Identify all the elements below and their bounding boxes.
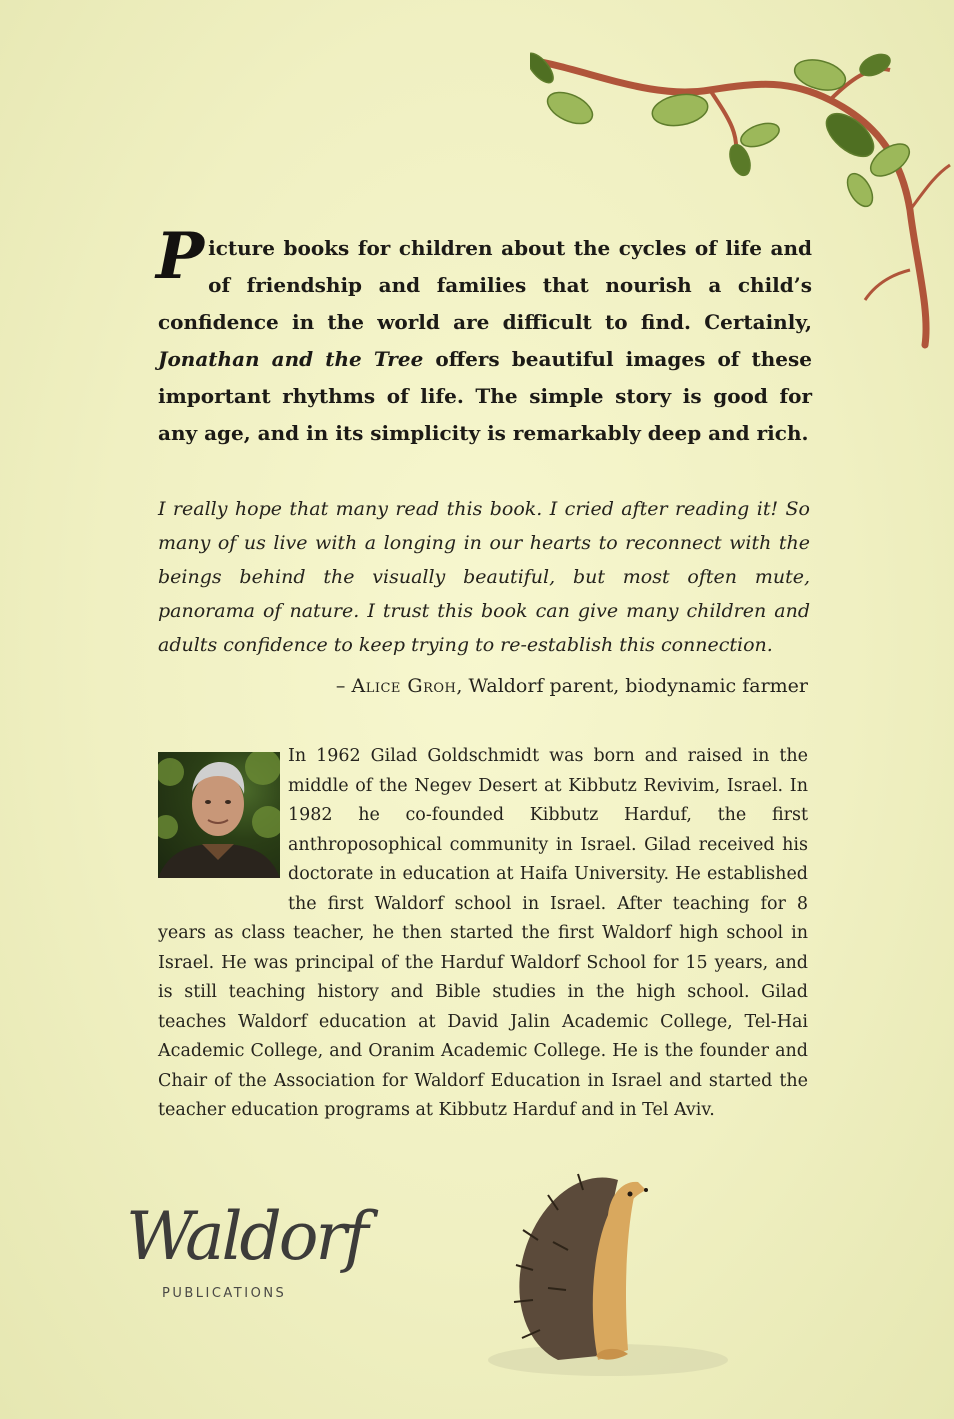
attribution-name: Alice Groh <box>351 675 457 697</box>
intro-text: icture books for children about the cycles of life and of friendship and families that nourish a child’s confidence in the world are difficult to find. Certainly, <box>158 236 812 334</box>
drop-cap: P <box>156 219 205 294</box>
hedgehog-illustration <box>478 1160 778 1380</box>
intro-text-end: offers beautiful images of these important rhythms of life. The simple story is good for any age, and in its simplicity is remarkably deep and rich. <box>158 347 812 445</box>
logo-wordmark: Waldorf <box>126 1198 366 1275</box>
attribution-dash: – <box>335 675 352 697</box>
book-title: Jonathan and the Tree <box>158 347 424 371</box>
intro-paragraph <box>156 219 812 452</box>
testimonial-quote: I really hope that many read this book. I cried after reading it! So many of us live with a longing in our hearts to reconnect with the beings behind the visually beautiful, but most often mute, panorama of nature. I trust this book can give many children and adults confidence to keep trying to re-establish this connection. <box>158 498 810 656</box>
logo-subtitle: PUBLICATIONS <box>162 1286 287 1301</box>
author-bio-text: In 1962 Gilad Goldschmidt was born and raised in the middle of the Negev Desert at Kibbutz Revivim, Israel. In 1982 he co-founded Kibbutz Harduf, the first anthroposophical community in Israel. Gilad received his doctorate in education at Haifa University. He established the first Waldorf school in Israel. After teaching for 8 years as class teacher, he then started the first Waldorf high school in Israel. He was principal of the Harduf Waldorf School for 15 years, and is still teaching history and Bible studies in the high school. Gilad teaches Waldorf education at David Jalin Academic College, Tel-Hai Academic College, and Oranim Academic College. He is the founder and Chair of the Association for Waldorf Education in Israel and started the teacher education programs at Kibbutz Harduf and in Tel Aviv. <box>158 746 808 1120</box>
author-bio <box>158 742 808 1126</box>
attribution-role: , Waldorf parent, biodynamic farmer <box>456 675 808 697</box>
publisher-logo <box>122 1190 392 1320</box>
quote-attribution <box>336 672 808 700</box>
